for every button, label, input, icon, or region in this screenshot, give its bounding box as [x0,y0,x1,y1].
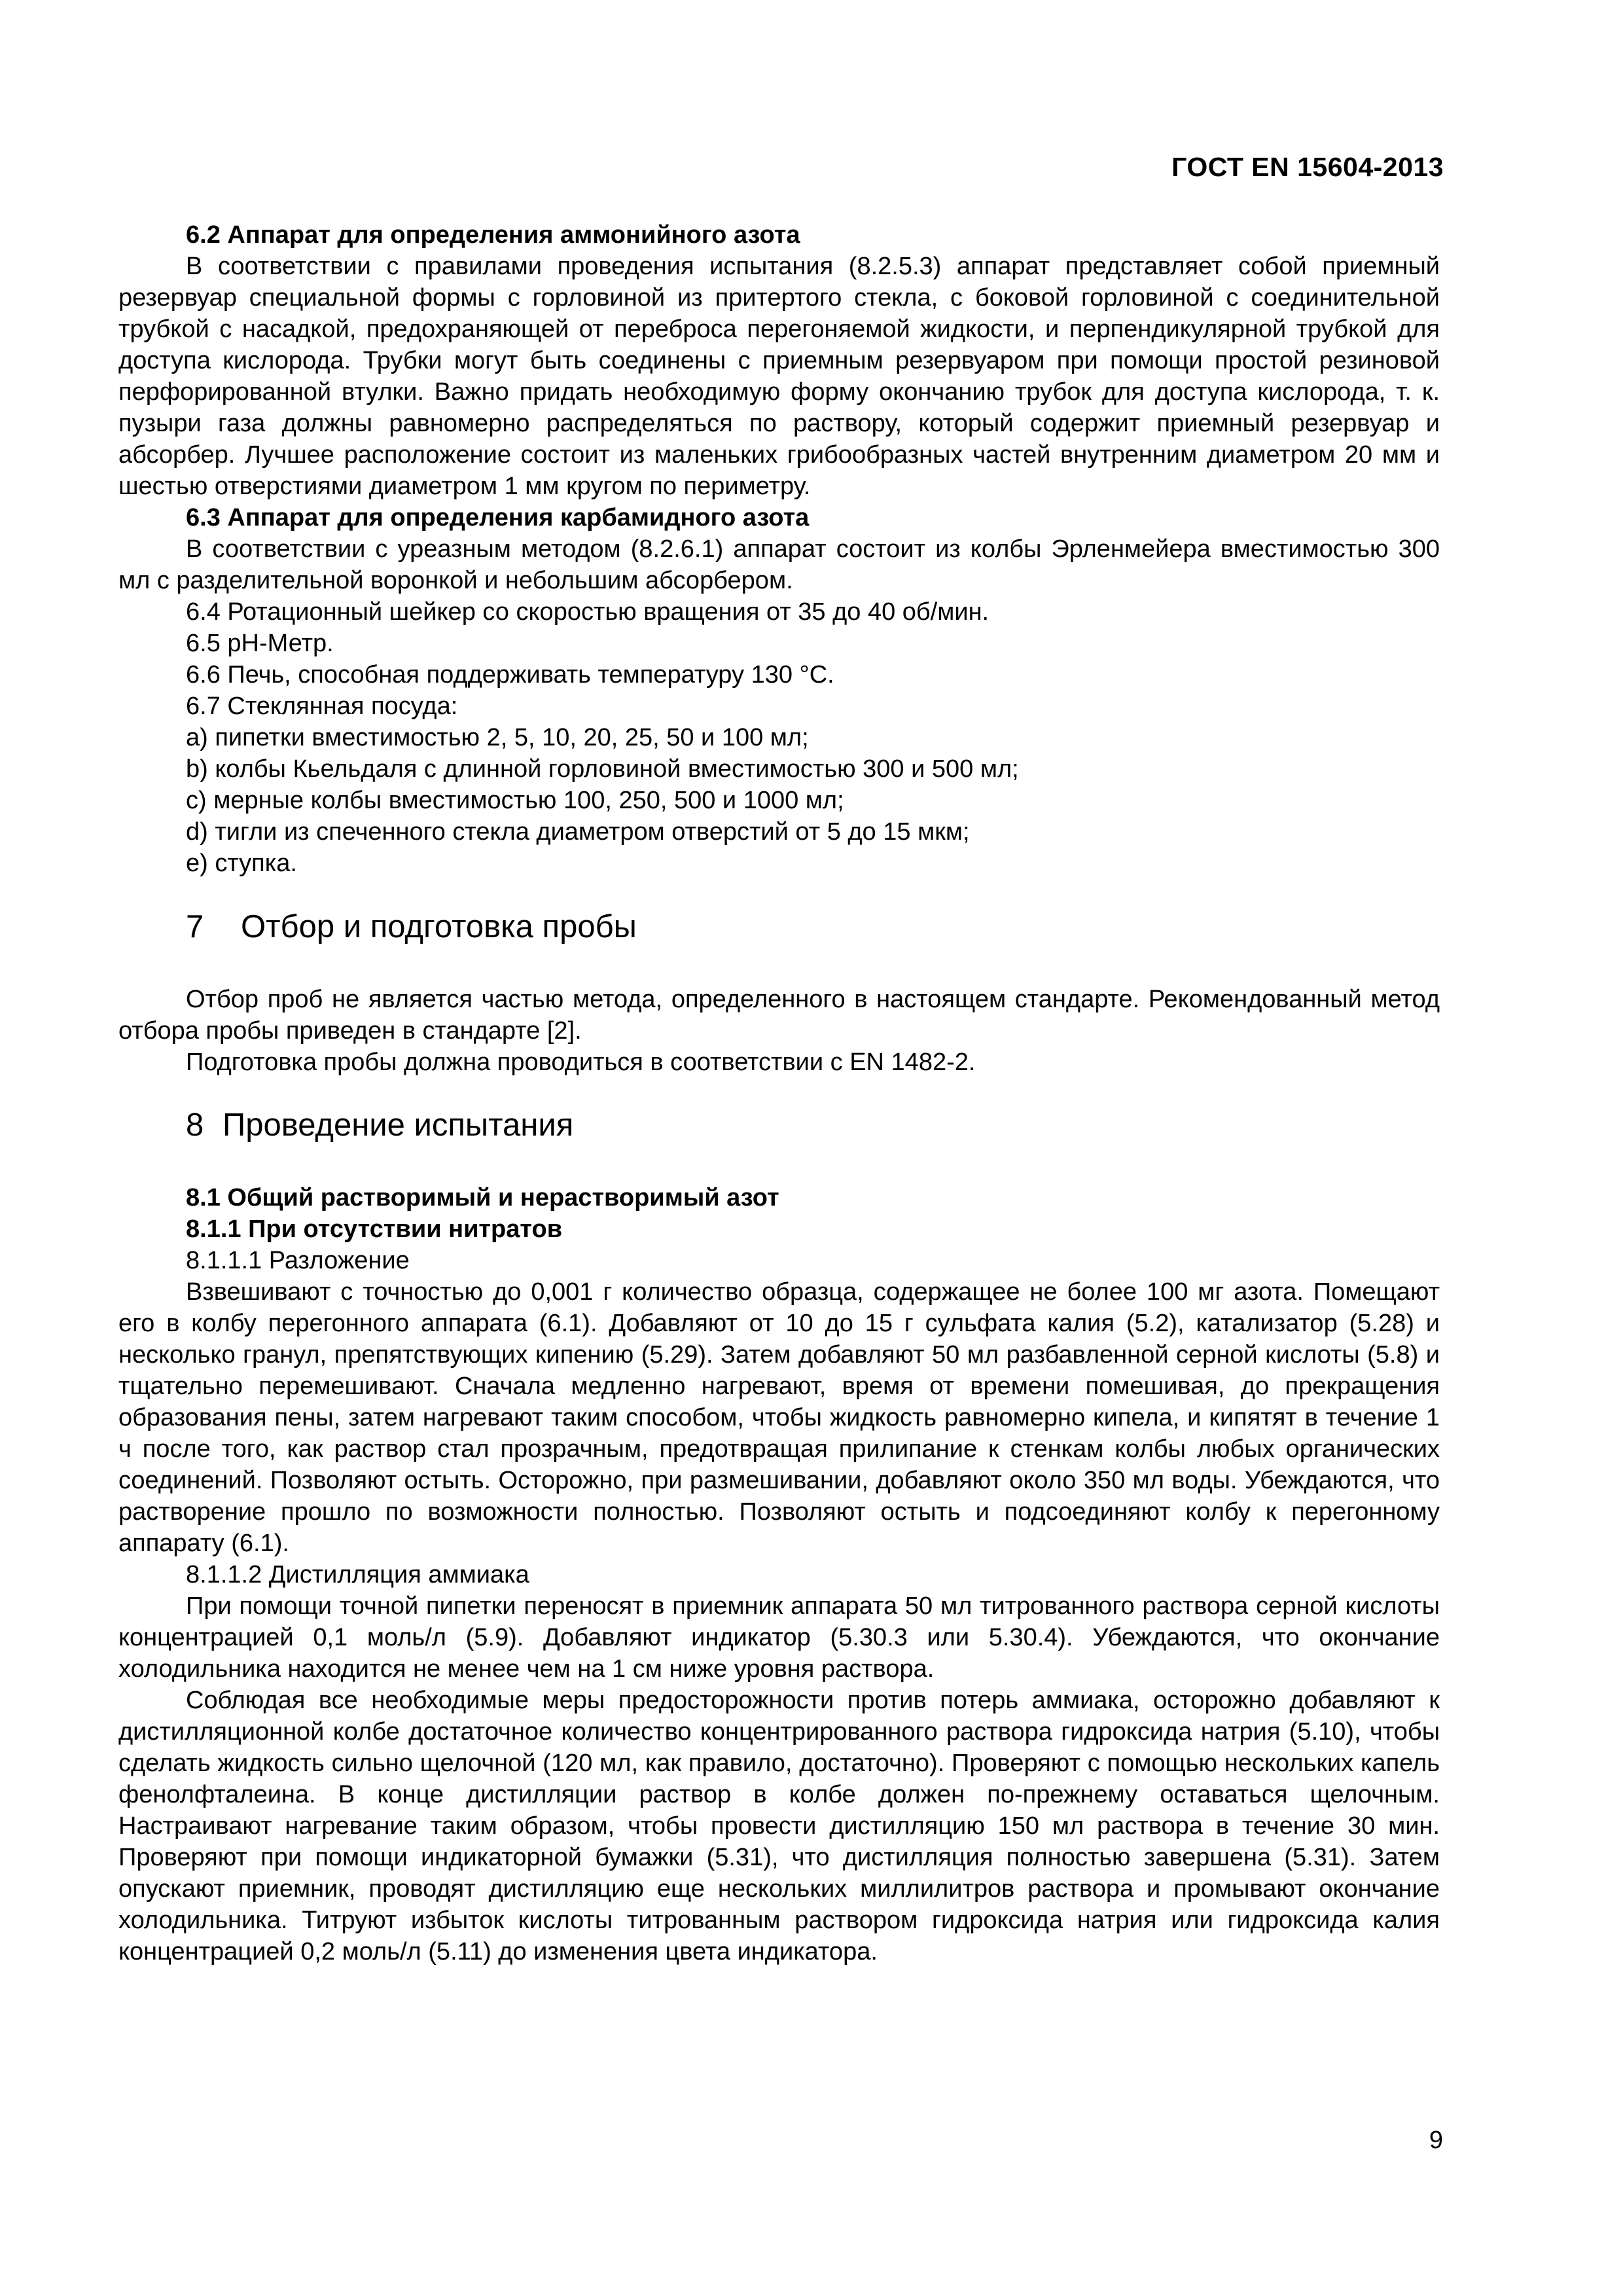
document-body [118,219,1440,1967]
paragraph-6-3: В соответствии с уреазным методом (8.2.6.1) аппарат состоит из колбы Эрленмейера вместимостью 300 мл с разделительной воронкой и небольшим абсорбером. [118,535,1440,594]
paragraph-distillation-1: При помощи точной пипетки переносят в приемник аппарата 50 мл титрованного раствора серной кислоты концентрацией 0,1 моль/л (5.9). Добавляют индикатор (5.30.3 или 5.30.4). Убеждаются, что окончание холодильника находится не менее чем на 1 см ниже уровня раствора. [118,1592,1440,1683]
heading-6-2: 6.2 Аппарат для определения аммонийного азота [186,221,800,249]
list-item-b: b) колбы Кьельдаля с длинной горловиной вместимостью 300 и 500 мл; [186,755,1019,783]
section-7-title: Отбор и подготовка пробы [241,909,637,944]
paragraph-7-1: Отбор проб не является частью метода, определенного в настоящем стандарте. Рекомендованный метод отбора пробы приведен в стандарте [2]. [118,986,1440,1045]
paragraph-7-2: Подготовка пробы должна проводиться в соответствии с EN 1482-2. [186,1049,976,1076]
page-number: 9 [1429,2126,1443,2154]
heading-6-3: 6.3 Аппарат для определения карбамидного азота [186,504,810,531]
item-6-4: 6.4 Ротационный шейкер со скоростью вращения от 35 до 40 об/мин. [186,598,990,626]
document-code-header: ГОСТ EN 15604-2013 [1171,152,1444,182]
item-6-7: 6.7 Стеклянная посуда: [186,692,458,720]
paragraph-6-2: В соответствии с правилами проведения испытания (8.2.5.3) аппарат представляет собой приемный резервуар специальной формы с горловиной из притертого стекла, с боковой горловиной с соединительной трубкой с насадкой, предохраняющей от переброса перегоняемой жидкости, и перпендикулярной трубкой для доступа кислорода. Трубки могут быть соединены с приемным резервуаром при помощи простой резиновой перфорированной втулки. Важно придать необходимую форму окончанию трубок для доступа кислорода, т. к. пузыри газа должны равномерно распределяться по раствору, который содержит приемный резервуар и абсорбер. Лучшее расположение состоит из маленьких грибообразных частей внутренним диаметром 20 мм и шестью отверстиями диаметром 1 мм кругом по периметру. [118,253,1440,500]
item-6-5: 6.5 pH-Метр. [186,630,334,657]
heading-8-1-1: 8.1.1 При отсутствии нитратов [186,1215,563,1243]
list-item-a: a) пипетки вместимостью 2, 5, 10, 20, 25, 50 и 100 мл; [186,724,809,751]
paragraph-decomposition: Взвешивают с точностью до 0,001 г количество образца, содержащее не более 100 мг азота. Помещают его в колбу перегонного аппарата (6.1). Добавляют от 10 до 15 г сульфата калия (5.2), катализатор (5.28) и несколько гранул, препятствующих кипению (5.29). Затем добавляют 50 мл разбавленной серной кислоты (5.8) и тщательно перемешивают. Сначала медленно нагревают, время от времени помешивая, до прекращения образования пены, затем нагревают таким способом, чтобы жидкость равномерно кипела, и кипятят в течение 1 ч после того, как раствор стал прозрачным, предотвращая прилипание к стенкам колбы любых органических соединений. Позволяют остыть. Осторожно, при размешивании, добавляют около 350 мл воды. Убеждаются, что растворение прошло по возможности полностью. Позволяют остыть и подсоединяют колбу к перегонному аппарату (6.1). [118,1278,1440,1557]
section-8-title: Проведение испытания [223,1107,574,1143]
heading-8-1: 8.1 Общий растворимый и нерастворимый азот [186,1184,779,1211]
list-item-e: e) ступка. [186,850,297,877]
section-8-heading [118,1105,1440,1145]
section-8-number: 8 [186,1107,204,1143]
paragraph-distillation-2: Соблюдая все необходимые меры предосторожности против потерь аммиака, осторожно добавляют к дистилляционной колбе достаточное количество концентрированного раствора гидроксида натрия (5.10), чтобы сделать жидкость сильно щелочной (120 мл, как правило, достаточно). Проверяют с помощью нескольких капель фенолфталеина. В конце дистилляции раствор в колбе должен по-прежнему оставаться щелочным. Настраивают нагревание таким образом, чтобы провести дистилляцию 150 мл раствора в течение 30 мин. Проверяют при помощи индикаторной бумажки (5.31), что дистилляция полностью завершена (5.31). Затем опускают приемник, проводят дистилляцию еще нескольких миллилитров раствора и промывают окончание холодильника. Титруют избыток кислоты титрованным раствором гидроксида натрия или гидроксида калия концентрацией 0,2 моль/л (5.11) до изменения цвета индикатора. [118,1687,1440,1965]
item-6-6: 6.6 Печь, способная поддерживать температуру 130 °С. [186,661,834,689]
list-item-d: d) тигли из спеченного стекла диаметром отверстий от 5 до 15 мкм; [186,818,970,846]
section-7-number: 7 [186,909,204,944]
heading-8-1-1-2: 8.1.1.2 Дистилляция аммиака [186,1561,529,1588]
heading-8-1-1-1: 8.1.1.1 Разложение [186,1247,410,1274]
list-item-c: c) мерные колбы вместимостью 100, 250, 500 и 1000 мл; [186,787,844,814]
section-7-heading [118,907,1440,946]
